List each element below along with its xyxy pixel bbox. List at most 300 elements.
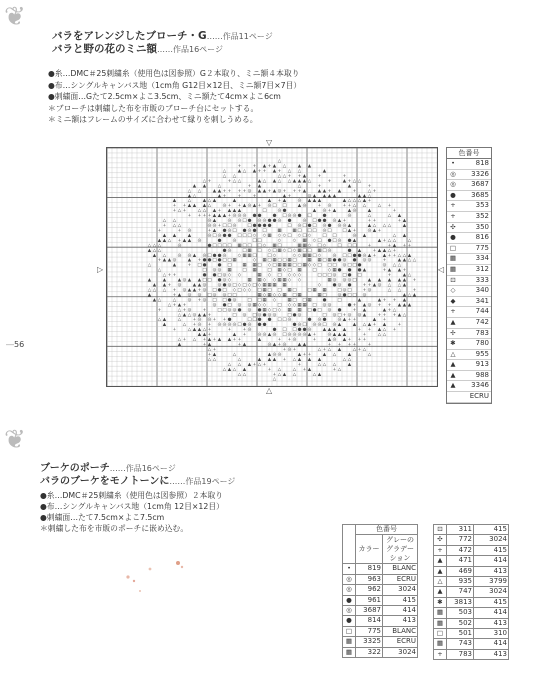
legend-row xyxy=(447,265,491,276)
stitch-symbol: + xyxy=(342,218,347,224)
stitch-symbol: △ xyxy=(232,367,237,373)
stitch-symbol: ▦ xyxy=(287,258,292,264)
stitch-symbol: ▲ xyxy=(402,218,407,224)
stitch-symbol: ◎ xyxy=(197,238,202,244)
stitch-symbol: ◎ xyxy=(337,292,342,298)
stitch-symbol: + xyxy=(372,248,377,254)
stitch-symbol: △ xyxy=(232,352,237,358)
stitch-symbol: △ xyxy=(237,357,242,363)
stitch-symbol: + xyxy=(397,218,402,224)
stitch-symbol: + xyxy=(292,188,297,194)
stitch-symbol: □ xyxy=(247,223,252,229)
stitch-symbol: ◎ xyxy=(232,307,237,313)
stitch-symbol: □ xyxy=(272,307,277,313)
stitch-symbol: ◎ xyxy=(297,223,302,229)
stitch-symbol: ● xyxy=(267,223,272,229)
stitch-symbol: + xyxy=(227,188,232,194)
center-marker-left: ▷ xyxy=(97,265,104,274)
stitch-symbol: □ xyxy=(227,243,232,249)
stitch-symbol: ◇ xyxy=(277,292,282,298)
stitch-symbol: △ xyxy=(202,178,207,184)
stitch-symbol: + xyxy=(347,342,352,348)
stitch-symbol: □ xyxy=(292,263,297,269)
stitch-symbol: □ xyxy=(317,263,322,269)
stitch-symbol: □ xyxy=(332,238,337,244)
stitch-symbol: ◎ xyxy=(347,312,352,318)
stitch-symbol: ▲ xyxy=(402,278,407,284)
stitch-symbol: ▲ xyxy=(197,312,202,318)
stitch-symbol: □ xyxy=(217,243,222,249)
stitch-symbol: □ xyxy=(272,263,277,269)
legend-color-code: 3326 xyxy=(471,169,489,178)
stitch-symbol: △ xyxy=(337,367,342,373)
legend-color-code: 415 xyxy=(474,525,509,535)
stitch-symbol: ▲ xyxy=(402,302,407,308)
stitch-symbol: △ xyxy=(307,178,312,184)
legend-row xyxy=(447,254,491,265)
stitch-symbol: ● xyxy=(202,273,207,279)
stitch-symbol: ◎ xyxy=(262,218,267,224)
stitch-symbol: □ xyxy=(252,238,257,244)
stitch-symbol: ◎ xyxy=(287,317,292,323)
stitch-symbol: + xyxy=(282,347,287,353)
legend-symbol-icon: ● xyxy=(450,190,456,199)
stitch-symbol: ▲ xyxy=(182,238,187,244)
stitch-symbol: ◎ xyxy=(292,337,297,343)
stitch-symbol: ◎ xyxy=(227,228,232,234)
stitch-symbol: ◎ xyxy=(297,322,302,328)
stitch-symbol: ▲ xyxy=(257,357,262,363)
stitch-symbol: ▲ xyxy=(162,233,167,239)
stitch-symbol: △ xyxy=(172,223,177,229)
legend-color-code: 414 xyxy=(383,606,418,616)
legend-symbol-icon: ▲ xyxy=(450,381,456,390)
stitch-symbol: + xyxy=(387,203,392,209)
stitch-symbol: ● xyxy=(212,273,217,279)
stitch-symbol: △ xyxy=(147,243,152,249)
stitch-symbol: □ xyxy=(347,253,352,259)
stitch-symbol: ◇ xyxy=(287,273,292,279)
stitch-symbol: ▲ xyxy=(202,312,207,318)
stitch-symbol: ▦ xyxy=(257,278,262,284)
stitch-symbol: △ xyxy=(392,233,397,239)
stitch-symbol: + xyxy=(237,203,242,209)
stitch-symbol: ● xyxy=(207,243,212,249)
stitch-symbol: ◎ xyxy=(217,268,222,274)
stitch-symbol: □ xyxy=(232,283,237,289)
stitch-symbol: △ xyxy=(262,178,267,184)
legend-color-code: 415 xyxy=(474,597,509,607)
legend-color-code: 415 xyxy=(383,595,418,605)
stitch-symbol: ◇ xyxy=(307,243,312,249)
stitch-symbol: ● xyxy=(242,228,247,234)
stitch-symbol: ◎ xyxy=(302,332,307,338)
stitch-symbol: ◎ xyxy=(332,253,337,259)
stitch-symbol: □ xyxy=(282,317,287,323)
stitch-symbol: ▦ xyxy=(252,263,257,269)
stitch-symbol: △ xyxy=(177,337,182,343)
legend-row xyxy=(447,329,491,340)
stitch-symbol: ● xyxy=(252,223,257,229)
stitch-symbol: + xyxy=(197,213,202,219)
petal-dot xyxy=(176,561,180,565)
stitch-symbol: ● xyxy=(242,322,247,328)
stitch-symbol: ▲ xyxy=(297,357,302,363)
stitch-symbol: ▦ xyxy=(302,263,307,269)
stitch-symbol: ▲ xyxy=(247,362,252,368)
stitch-symbol: △ xyxy=(362,322,367,328)
stitch-symbol: ● xyxy=(217,287,222,293)
stitch-symbol: + xyxy=(157,307,162,313)
stitch-symbol: + xyxy=(237,337,242,343)
legend3-row xyxy=(434,608,509,618)
legend-symbol-icon: ✣ xyxy=(450,222,456,231)
stitch-symbol: △ xyxy=(282,173,287,179)
stitch-symbol: ▲ xyxy=(182,312,187,318)
stitch-symbol: ◎ xyxy=(327,248,332,254)
stitch-symbol: □ xyxy=(272,248,277,254)
stitch-symbol: △ xyxy=(222,168,227,174)
legend3-row xyxy=(434,566,509,576)
stitch-symbol: ▲ xyxy=(297,164,302,170)
stitch-symbol: ▲ xyxy=(317,357,322,363)
stitch-symbol: △ xyxy=(152,248,157,254)
legend-color-code: 3024 xyxy=(474,535,509,545)
stitch-symbol: ◎ xyxy=(367,258,372,264)
legend-row xyxy=(447,286,491,297)
stitch-symbol: ◇ xyxy=(327,268,332,274)
stitch-symbol: □ xyxy=(237,233,242,239)
stitch-symbol: ▦ xyxy=(232,258,237,264)
stitch-symbol: □ xyxy=(222,223,227,229)
legend-color-code: 3687 xyxy=(356,606,383,616)
stitch-symbol: ◎ xyxy=(177,253,182,259)
stitch-symbol: ◎ xyxy=(342,223,347,229)
stitch-symbol: □ xyxy=(342,228,347,234)
stitch-symbol: + xyxy=(342,312,347,318)
stitch-symbol: ◎ xyxy=(322,228,327,234)
stitch-symbol: □ xyxy=(242,248,247,254)
stitch-symbol: ◎ xyxy=(342,287,347,293)
stitch-symbol: ◎ xyxy=(202,287,207,293)
stitch-symbol: + xyxy=(272,372,277,378)
stitch-symbol: ◎ xyxy=(232,297,237,303)
stitch-symbol: ● xyxy=(322,317,327,323)
stitch-symbol: □ xyxy=(247,233,252,239)
stitch-symbol: ▲ xyxy=(272,188,277,194)
stitch-symbol: □ xyxy=(307,228,312,234)
stitch-symbol: ● xyxy=(342,292,347,298)
stitch-symbol: ● xyxy=(357,263,362,269)
stitch-symbol: ▦ xyxy=(247,253,252,259)
stitch-symbol: □ xyxy=(327,273,332,279)
stitch-symbol: ◇ xyxy=(257,283,262,289)
legend-symbol-icon: △ xyxy=(434,577,447,587)
stitch-symbol: ▦ xyxy=(312,287,317,293)
stitch-symbol: □ xyxy=(282,213,287,219)
legend-symbol-icon: ▦ xyxy=(449,254,457,263)
stitch-symbol: ▲ xyxy=(177,292,182,298)
stitch-symbol: ◇ xyxy=(307,233,312,239)
stitch-symbol: ▲ xyxy=(297,178,302,184)
stitch-symbol: △ xyxy=(207,198,212,204)
section2-title: ブーケのポーチ……作品16ページ バラのブーケをモノトーンに……作品19ページ xyxy=(40,463,236,487)
stitch-symbol: ▲ xyxy=(212,218,217,224)
stitch-symbol: △ xyxy=(212,357,217,363)
stitch-symbol: ▲ xyxy=(297,352,302,358)
stitch-symbol: ● xyxy=(352,253,357,259)
stitch-symbol: ◎ xyxy=(287,347,292,353)
stitch-symbol: + xyxy=(192,317,197,323)
stitch-symbol: ▦ xyxy=(317,292,322,298)
stitch-symbol: ▲ xyxy=(397,258,402,264)
stitch-symbol: ▲ xyxy=(302,188,307,194)
stitch-symbol: + xyxy=(402,268,407,274)
stitch-symbol: □ xyxy=(287,233,292,239)
legend-color-code: 775 xyxy=(475,243,489,252)
stitch-symbol: △ xyxy=(277,367,282,373)
stitch-symbol: □ xyxy=(337,297,342,303)
legend3-row xyxy=(434,649,509,659)
stitch-symbol: + xyxy=(307,352,312,358)
stitch-symbol: ▲ xyxy=(337,322,342,328)
stitch-symbol: ● xyxy=(347,238,352,244)
stitch-symbol: + xyxy=(232,337,237,343)
stitch-symbol: + xyxy=(172,208,177,214)
stitch-symbol: ▲ xyxy=(232,208,237,214)
stitch-symbol: □ xyxy=(242,218,247,224)
legend3-row xyxy=(434,525,509,535)
stitch-symbol: □ xyxy=(332,263,337,269)
legend-color-code: 350 xyxy=(475,222,489,231)
legend-row xyxy=(447,339,491,350)
stitch-symbol: △ xyxy=(352,178,357,184)
stitch-symbol: ◎ xyxy=(257,312,262,318)
stitch-symbol: □ xyxy=(252,283,257,289)
stitch-symbol: + xyxy=(317,183,322,189)
stitch-symbol: ▲ xyxy=(307,332,312,338)
stitch-symbol: □ xyxy=(212,243,217,249)
stitch-symbol: □ xyxy=(262,228,267,234)
stitch-symbol: □ xyxy=(207,292,212,298)
stitch-symbol: ▲ xyxy=(147,292,152,298)
stitch-symbol: △ xyxy=(147,287,152,293)
stitch-symbol: ▲ xyxy=(347,223,352,229)
stitch-symbol: + xyxy=(212,317,217,323)
legend-color-code: 503 xyxy=(447,608,474,618)
legend-symbol-icon: ⊡ xyxy=(434,525,447,535)
stitch-symbol: ◇ xyxy=(297,273,302,279)
stitch-symbol: □ xyxy=(282,332,287,338)
stitch-symbol: + xyxy=(392,248,397,254)
legend-color-code: BLANC xyxy=(383,626,418,636)
stitch-symbol: ▲ xyxy=(242,203,247,209)
stitch-symbol: ▲ xyxy=(397,278,402,284)
color-number-legend xyxy=(446,147,492,404)
stitch-symbol: □ xyxy=(222,258,227,264)
stitch-symbol: ▲ xyxy=(362,233,367,239)
stitch-symbol: □ xyxy=(352,243,357,249)
stitch-symbol: ▦ xyxy=(282,278,287,284)
stitch-symbol: □ xyxy=(302,322,307,328)
stitch-symbol: □ xyxy=(277,243,282,249)
stitch-symbol: □ xyxy=(212,297,217,303)
stitch-symbol: + xyxy=(207,332,212,338)
stitch-symbol: △ xyxy=(397,263,402,269)
legend3-row xyxy=(434,535,509,545)
legend3-row xyxy=(434,597,509,607)
stitch-symbol: ◎ xyxy=(282,342,287,348)
stitch-symbol: ▲ xyxy=(322,188,327,194)
stitch-symbol: ● xyxy=(267,317,272,323)
petal-dot xyxy=(181,566,183,568)
petal-dot xyxy=(149,568,152,571)
stitch-symbol: ▦ xyxy=(297,307,302,313)
stitch-symbol: ◎ xyxy=(227,283,232,289)
stitch-symbol: + xyxy=(182,203,187,209)
stitch-symbol: + xyxy=(242,188,247,194)
stitch-symbol: ▲ xyxy=(187,258,192,264)
stitch-symbol: + xyxy=(352,228,357,234)
legend-symbol-icon: + xyxy=(434,649,447,659)
legend-symbol-icon: + xyxy=(434,545,447,555)
stitch-symbol: ▲ xyxy=(172,263,177,269)
stitch-symbol: ▦ xyxy=(242,253,247,259)
stitch-symbol: ◎ xyxy=(332,218,337,224)
stitch-symbol: □ xyxy=(267,253,272,259)
stitch-symbol: □ xyxy=(257,297,262,303)
stitch-symbol: ▲ xyxy=(252,203,257,209)
legend-color-code: 414 xyxy=(474,608,509,618)
stitch-symbol: + xyxy=(407,243,412,249)
legend-symbol-icon: ▦ xyxy=(434,639,447,649)
stitch-symbol: + xyxy=(352,342,357,348)
stitch-symbol: ▲ xyxy=(172,198,177,204)
legend-color-code: 780 xyxy=(475,339,489,348)
stitch-symbol: ● xyxy=(227,297,232,303)
stitch-symbol: ▲ xyxy=(202,332,207,338)
legend-symbol-icon: ◎ xyxy=(343,574,356,584)
legend-row xyxy=(447,244,491,255)
legend-row xyxy=(447,159,491,170)
stitch-symbol: ▲ xyxy=(257,337,262,343)
stitch-symbol: ▲ xyxy=(367,208,372,214)
stitch-symbol: ▲ xyxy=(302,178,307,184)
stitch-symbol: □ xyxy=(357,273,362,279)
stitch-symbol: ◎ xyxy=(317,317,322,323)
stitch-symbol: ◎ xyxy=(302,218,307,224)
stitch-symbol: + xyxy=(362,283,367,289)
stitch-symbol: ▲ xyxy=(187,238,192,244)
legend3-row xyxy=(434,587,509,597)
stitch-symbol: + xyxy=(182,302,187,308)
stitch-symbol: ▲ xyxy=(177,342,182,348)
stitch-symbol: △ xyxy=(222,173,227,179)
stitch-symbol: △ xyxy=(407,273,412,279)
stitch-symbol: + xyxy=(207,178,212,184)
stitch-symbol: ▲ xyxy=(192,327,197,333)
stitch-symbol: ● xyxy=(217,263,222,269)
stitch-symbol: ▦ xyxy=(307,258,312,264)
stitch-symbol: ● xyxy=(217,238,222,244)
legend-color-code: 472 xyxy=(447,545,474,555)
stitch-symbol: ▲ xyxy=(402,292,407,298)
stitch-symbol: ▦ xyxy=(257,292,262,298)
stitch-symbol: ◎ xyxy=(347,278,352,284)
stitch-symbol: ● xyxy=(257,322,262,328)
stitch-symbol: □ xyxy=(342,253,347,259)
stitch-symbol: ◎ xyxy=(227,322,232,328)
stitch-symbol: ▲ xyxy=(267,352,272,358)
stitch-symbol: ▲ xyxy=(312,208,317,214)
stitch-symbol: + xyxy=(372,253,377,259)
stitch-symbol: ▲ xyxy=(152,297,157,303)
stitch-symbol: □ xyxy=(252,317,257,323)
legend2-row xyxy=(343,616,418,626)
legend-symbol-icon: ▲ xyxy=(434,556,447,566)
legend2-row xyxy=(343,637,418,647)
stitch-symbol: + xyxy=(317,173,322,179)
stitch-symbol: □ xyxy=(292,292,297,298)
stitch-symbol: □ xyxy=(312,223,317,229)
legend-color-code: 744 xyxy=(475,307,489,316)
stitch-symbol: △ xyxy=(327,347,332,353)
stitch-symbol: ◎ xyxy=(237,218,242,224)
legend-color-code: 783 xyxy=(447,649,474,659)
stitch-symbol: ● xyxy=(257,307,262,313)
stitch-symbol: △ xyxy=(162,273,167,279)
legend-color-code: 775 xyxy=(356,626,383,636)
stitch-symbol: ▲ xyxy=(212,228,217,234)
legend-color-code: 413 xyxy=(474,618,509,628)
stitch-symbol: △ xyxy=(297,183,302,189)
stitch-symbol: ◎ xyxy=(267,342,272,348)
stitch-symbol: △ xyxy=(387,287,392,293)
stitch-symbol: ◇ xyxy=(292,238,297,244)
stitch-symbol: △ xyxy=(257,362,262,368)
stitch-symbol: + xyxy=(207,312,212,318)
stitch-symbol: □ xyxy=(292,258,297,264)
stitch-symbol: + xyxy=(347,178,352,184)
stitch-symbol: ▲ xyxy=(402,223,407,229)
legend-row xyxy=(447,307,491,318)
stitch-symbol: + xyxy=(242,332,247,338)
stitch-symbol: + xyxy=(387,307,392,313)
stitch-symbol: ▦ xyxy=(257,273,262,279)
center-marker-right: ◁ xyxy=(438,265,445,274)
stitch-symbol: □ xyxy=(332,233,337,239)
stitch-symbol: ▦ xyxy=(287,287,292,293)
legend-symbol-icon: ▲ xyxy=(434,566,447,576)
stitch-symbol: ◇ xyxy=(292,248,297,254)
stitch-symbol: ◇ xyxy=(307,263,312,269)
stitch-symbol: ▲ xyxy=(367,322,372,328)
stitch-symbol: ▲ xyxy=(222,213,227,219)
stitch-symbol: + xyxy=(372,188,377,194)
stitch-symbol: + xyxy=(222,317,227,323)
legend-color-code: 311 xyxy=(447,525,474,535)
stitch-symbol: ◎ xyxy=(272,312,277,318)
stitch-symbol: ◎ xyxy=(212,302,217,308)
stitch-symbol: □ xyxy=(312,218,317,224)
stitch-symbol: □ xyxy=(322,248,327,254)
stitch-symbol: ▲ xyxy=(407,302,412,308)
stitch-symbol: ▲ xyxy=(267,198,272,204)
stitch-symbol: ▲ xyxy=(332,193,337,199)
stitch-symbol: ▲ xyxy=(347,208,352,214)
stitch-symbol: ◎ xyxy=(242,213,247,219)
stitch-symbol: ● xyxy=(347,268,352,274)
